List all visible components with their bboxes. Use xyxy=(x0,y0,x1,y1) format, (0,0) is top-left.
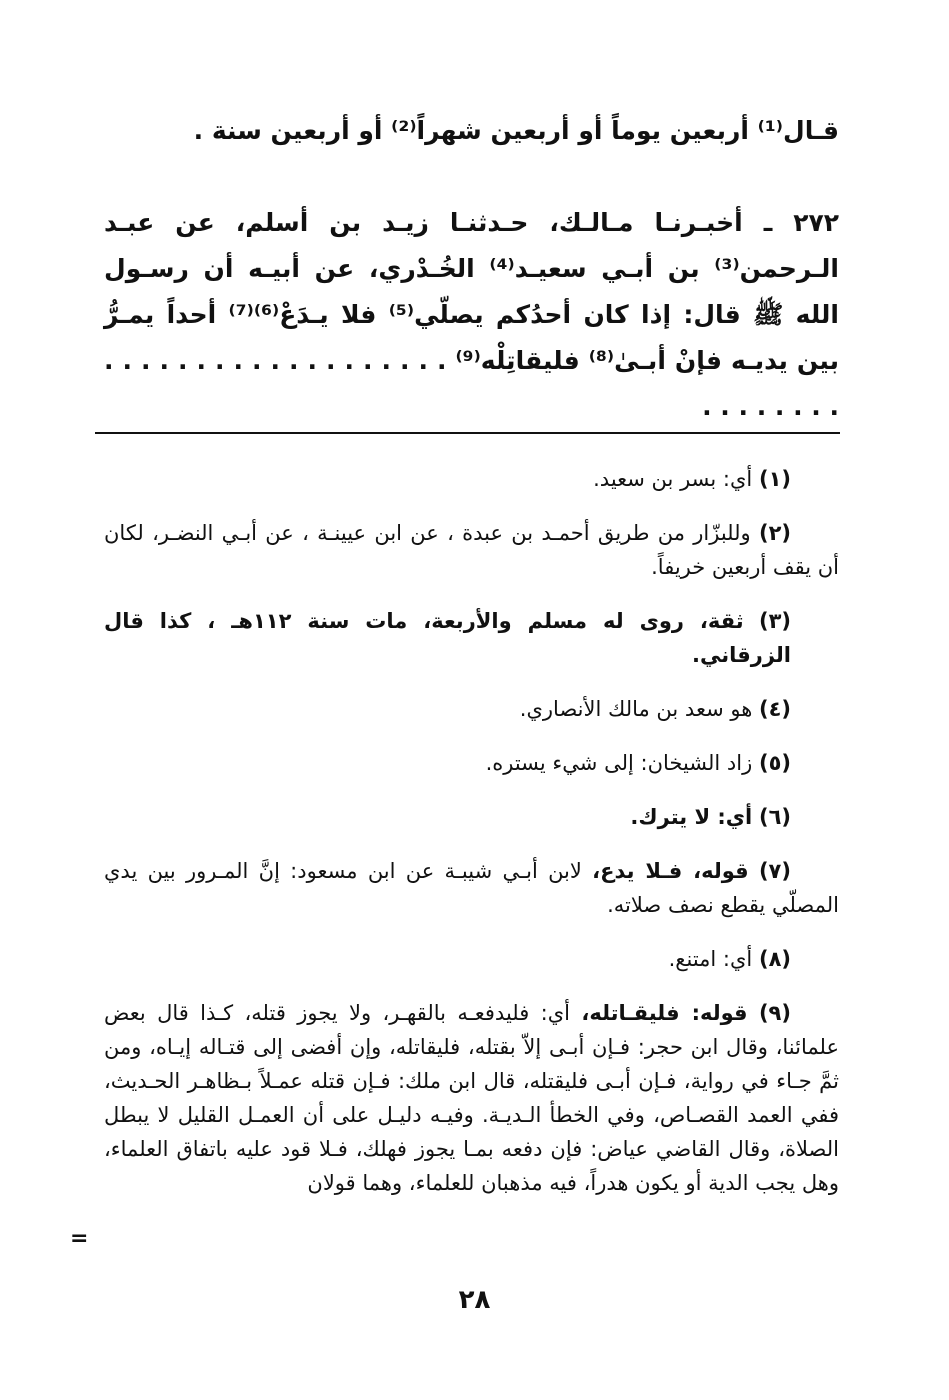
footnote-text: أي: بسر بن سعيد. xyxy=(593,467,753,491)
footnote-text: زاد الشيخان: إلى شيء يستره. xyxy=(485,751,753,775)
hadith-dots: . . . . . . . . . . . . . . . . . . . . . . . . . . . xyxy=(104,346,839,421)
footnote-text: هو سعد بن مالك الأنصاري. xyxy=(519,697,753,721)
page-number: ٢٨ xyxy=(458,1285,491,1315)
hadith-272 xyxy=(104,200,839,430)
footnote-text: وللبزّار من طريق أحمـد بن عبدة ، عن ابن عيينـة ، عن أبـي النضـر، لكان أن يقف أربعين خريفاً. xyxy=(104,521,839,579)
footnote-number: (٤) xyxy=(758,697,791,721)
footnote-2 xyxy=(104,516,839,584)
footnote-5 xyxy=(104,746,839,780)
footnote-number: (٣) xyxy=(758,609,791,633)
footnote-9 xyxy=(104,996,839,1200)
footnote-7 xyxy=(104,854,839,922)
footnote-number: (٦) xyxy=(758,805,791,829)
footnote-divider xyxy=(95,432,840,434)
footnote-6 xyxy=(104,800,839,834)
footnote-text: لابن أبـي شيبـة عن ابن مسعود: إنَّ المـرور بين يدي المصلّي يقطع نصف صلاته. xyxy=(104,859,839,917)
footnote-text: ثقة، روى له مسلم والأربعة، مات سنة ١١٢هـ ، كذا قال الزرقاني. xyxy=(104,609,791,667)
footnote-text: أي: لا يترك. xyxy=(630,805,753,829)
hadith-number: ٢٧٢ ـ xyxy=(763,208,839,237)
footnote-4 xyxy=(104,692,839,726)
footnote-lead: قوله، فـلا يدع، xyxy=(592,859,749,883)
footnote-number: (٢) xyxy=(758,521,791,545)
footnote-number: (١) xyxy=(758,467,791,491)
footnote-number: (٥) xyxy=(758,751,791,775)
intro-text: قـال⁽¹⁾ أربعين يوماً أو أربعين شهراً⁽²⁾ أو أربعين سنة . xyxy=(193,116,839,145)
footnote-1 xyxy=(104,462,839,496)
footnote-8 xyxy=(104,942,839,976)
footnote-number: (٨) xyxy=(758,947,791,971)
footnotes-section xyxy=(104,462,839,1200)
footnote-number: (٩) xyxy=(758,1001,791,1025)
continuation-mark: = xyxy=(70,1226,89,1251)
hadith-text: أخبـرنـا مـالـك، حـدثنـا زيـد بن أسلم، عن عبـد الـرحمن⁽³⁾ بن أبـي سعيـد⁽⁴⁾ الخُـدْري، عن أبيـه أن رسـول الله ﷺ قال: إذا كان أحدُكم يصلّي⁽⁵⁾ فلا يـدَعْ⁽⁶⁾⁽⁷⁾ أحداً يمـرُّ بين يديـه فإنْ أبـىٰ⁽⁸⁾ فليقاتِلْه⁽⁹⁾ xyxy=(104,208,839,375)
footnote-3 xyxy=(104,604,839,672)
footnote-text: أي: فليدفعـه بالقهـر، ولا يجوز قتله، كـذا قال بعض علمائنا، وقال ابن حجر: فـإن أبـى إلاّ بقتله، فليقاتله، وإن أفضى إلى قتـاله إيـاه، ومن ثمَّ جـاء في رواية، فـإن أبـى فليقتله، قال ابن ملك: فـإن قتله عمـلاً بـظاهـر الحـديث، ففي العمد القصـاص، وفي الخطأ الـديـة. وفيـه دليـل على أن العمـل القليل لا يبطل الصلاة، وقال القاضي عياض: فإن دفعه بمـا يجوز فهلك، فـلا قود عليه باتفاق العلماء، وهل يجب الدية أو يكون هدراً، فيه مذهبان للعلماء، وهما قولان xyxy=(104,1001,839,1195)
footnote-lead: قوله: فليقـاتله، xyxy=(581,1001,748,1025)
footnote-number: (٧) xyxy=(758,859,791,883)
footnote-text: أي: امتنع. xyxy=(668,947,753,971)
intro-line xyxy=(104,108,839,154)
